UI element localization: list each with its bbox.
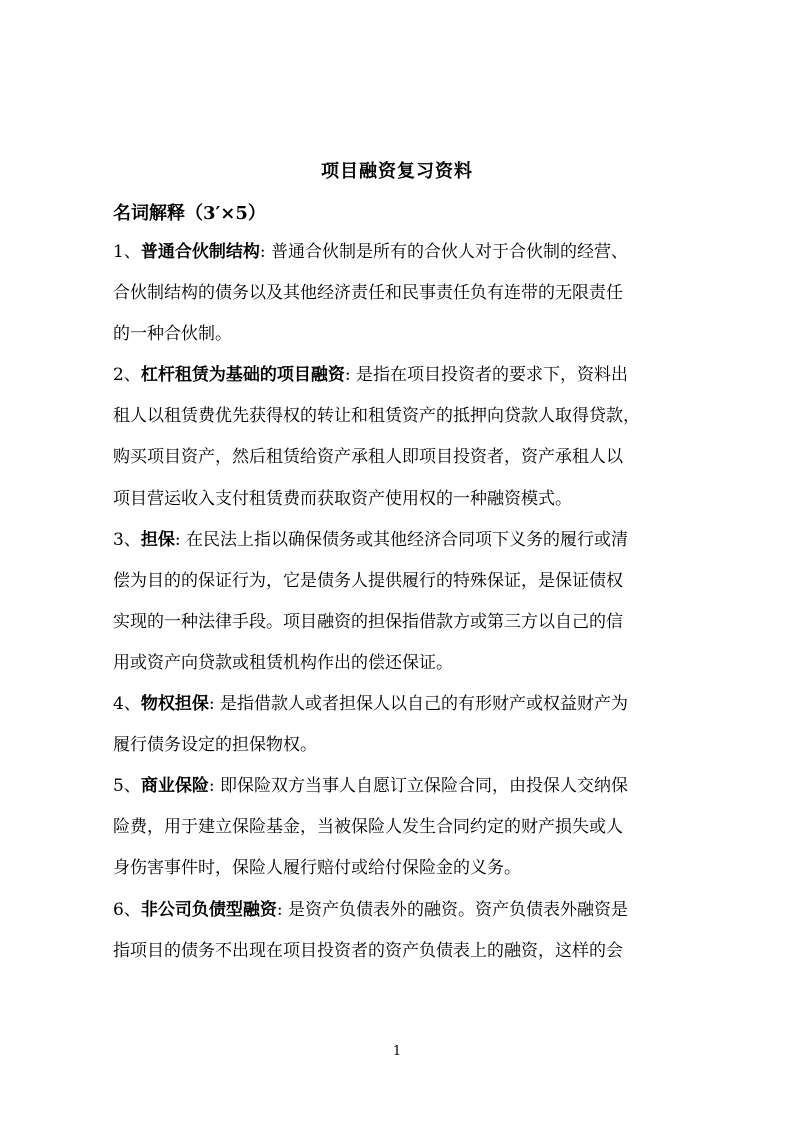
entry-number: 5、 bbox=[113, 776, 141, 797]
entry-line: 购买项目资产，然后租赁给资产承租人即项目投资者，资产承租人以 bbox=[113, 447, 623, 468]
page-number: 1 bbox=[392, 1044, 402, 1059]
entry-line: 实现的一种法律手段。项目融资的担保指借款方或第三方以自己的信 bbox=[113, 611, 623, 632]
entry-term: 非公司负债型融资 bbox=[140, 899, 277, 920]
entry-line: 偿为目的的保证行为，它是债务人提供履行的特殊保证，是保证债权 bbox=[113, 570, 623, 591]
entry-line: 项目营运收入支付租赁费而获取资产使用权的一种融资模式。 bbox=[113, 488, 572, 509]
entry-text: : 是指在项目投资者的要求下，资料出 bbox=[344, 365, 628, 386]
entry-line: 用或资产向贷款或租赁机构作出的偿还保证。 bbox=[113, 652, 453, 673]
document-title: 项目融资复习资料 bbox=[321, 161, 473, 182]
entry-text: : 即保险双方当事人自愿订立保险合同，由投保人交纳保 bbox=[208, 776, 628, 797]
entry-text: : 在民法上指以确保债务或其他经济合同项下义务的履行或清 bbox=[174, 529, 628, 550]
entry-line: 履行债务设定的担保物权。 bbox=[113, 735, 317, 756]
entry-line: 指项目的债务不出现在项目投资者的资产负债表上的融资，这样的会 bbox=[113, 940, 623, 961]
entry-number: 3、 bbox=[113, 529, 141, 550]
entry-number: 4、 bbox=[113, 694, 141, 715]
entry-text: : 是资产负债表外的融资。资产负债表外融资是 bbox=[276, 899, 628, 920]
entry-text: : 普通合伙制是所有的合伙人对于合伙制的经营、 bbox=[259, 242, 628, 262]
entry-term: 普通合伙制结构 bbox=[140, 242, 260, 262]
entry-number: 1、 bbox=[113, 242, 141, 262]
entry-text: : 是指借款人或者担保人以自己的有形财产或权益财产为 bbox=[208, 694, 628, 715]
entry-term: 担保 bbox=[140, 529, 175, 550]
entry-line: 身伤害事件时，保险人履行赔付或给付保险金的义务。 bbox=[113, 858, 521, 879]
section-heading: 名词解释（3′×5） bbox=[113, 203, 266, 224]
entry-line: 合伙制结构的债务以及其他经济责任和民事责任负有连带的无限责任 bbox=[113, 283, 623, 304]
entry-number: 2、 bbox=[113, 365, 141, 386]
entry-line bbox=[113, 684, 685, 725]
entry-line: 的一种合伙制。 bbox=[113, 324, 232, 345]
entry-line bbox=[113, 890, 685, 931]
entry-line bbox=[113, 766, 685, 807]
entry-line bbox=[113, 232, 685, 273]
entries-list bbox=[113, 232, 685, 972]
entry-term: 商业保险 bbox=[140, 776, 209, 797]
entry-term: 物权担保 bbox=[140, 694, 209, 715]
entry-line: 险费，用于建立保险基金，当被保险人发生合同约定的财产损失或人 bbox=[113, 817, 623, 838]
entry-line bbox=[113, 355, 685, 396]
entry-line bbox=[113, 520, 685, 561]
entry-line: 租人以租赁费优先获得权的转让和租赁资产的抵押向贷款人取得贷款， bbox=[113, 406, 640, 427]
entry-term: 杠杆租赁为基础的项目融资 bbox=[140, 365, 345, 386]
entry-number: 6、 bbox=[113, 899, 141, 920]
